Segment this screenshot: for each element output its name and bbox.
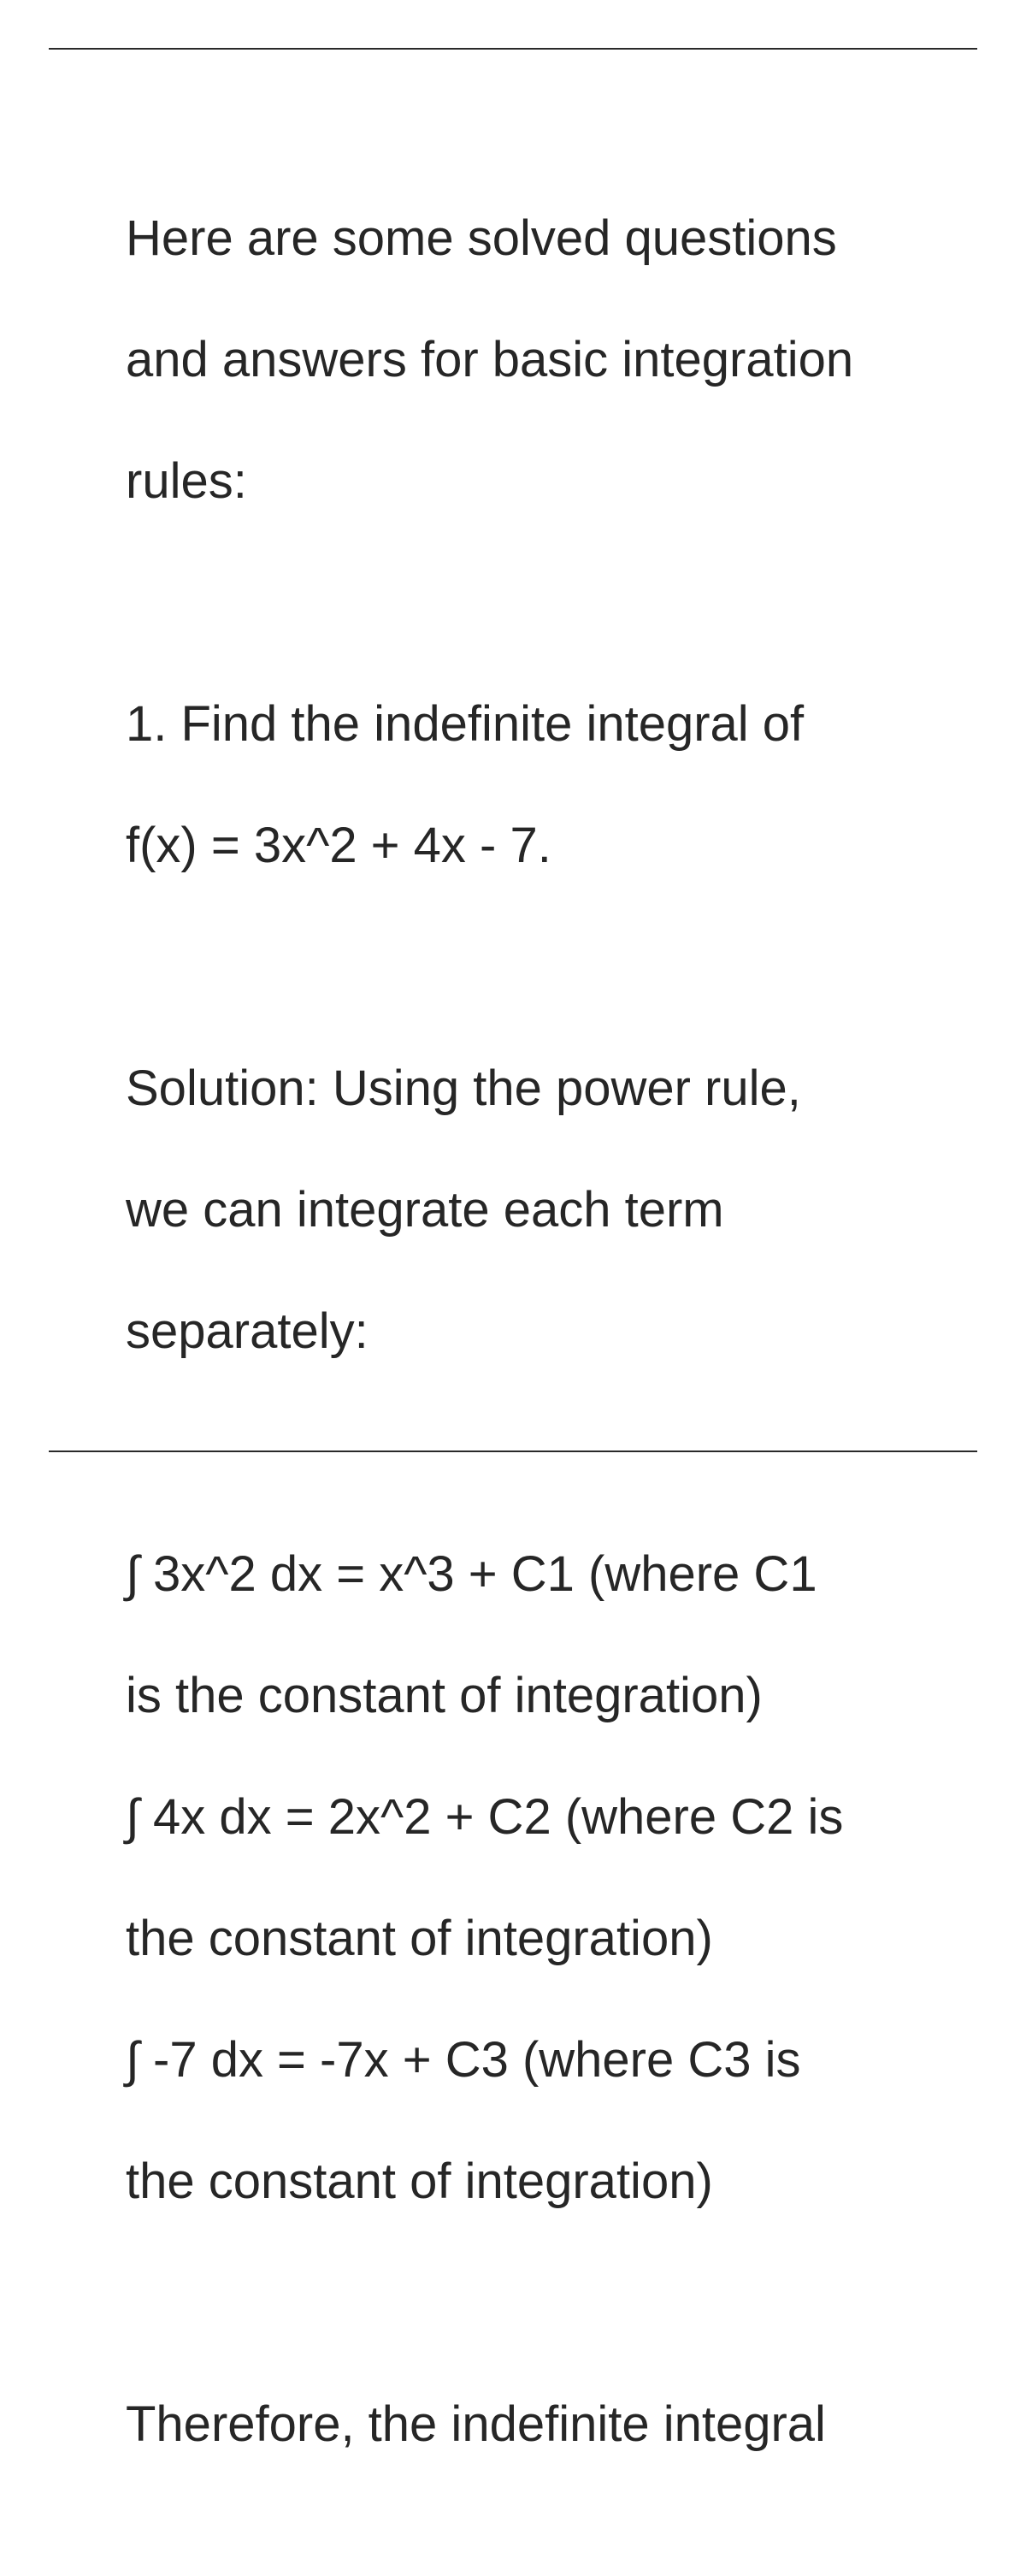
- conclusion-paragraph: [126, 2333, 946, 2515]
- document-body: [126, 147, 946, 2576]
- text-line: Here are some solved questions: [126, 210, 837, 266]
- intro-paragraph: [126, 147, 946, 572]
- step-line: is the constant of integration): [126, 1668, 763, 1723]
- bottom-divider: [49, 1450, 977, 1452]
- step-line: the constant of integration): [126, 1911, 713, 1966]
- text-line: separately:: [126, 1303, 369, 1359]
- text-line: and answers for basic integration: [126, 332, 854, 387]
- question-paragraph: [126, 633, 946, 936]
- step-line: ∫ 4x dx = 2x^2 + C2 (where C2 is: [126, 1789, 844, 1845]
- text-line: 1. Find the indefinite integral of: [126, 696, 805, 752]
- text-line: rules:: [126, 453, 247, 509]
- integration-steps: [126, 1483, 946, 2272]
- text-line: f(x) = 3x^2 + 4x - 7.: [126, 818, 551, 873]
- top-divider: [49, 48, 977, 50]
- step-line: ∫ 3x^2 dx = x^3 + C1 (where C1: [126, 1546, 817, 1602]
- step-line: ∫ -7 dx = -7x + C3 (where C3 is: [126, 2032, 801, 2088]
- text-line: Therefore, the indefinite integral: [126, 2396, 826, 2452]
- step-line: the constant of integration): [126, 2154, 713, 2209]
- solution-paragraph: [126, 997, 946, 1422]
- text-line: Solution: Using the power rule,: [126, 1061, 801, 1116]
- text-line: we can integrate each term: [126, 1182, 724, 1238]
